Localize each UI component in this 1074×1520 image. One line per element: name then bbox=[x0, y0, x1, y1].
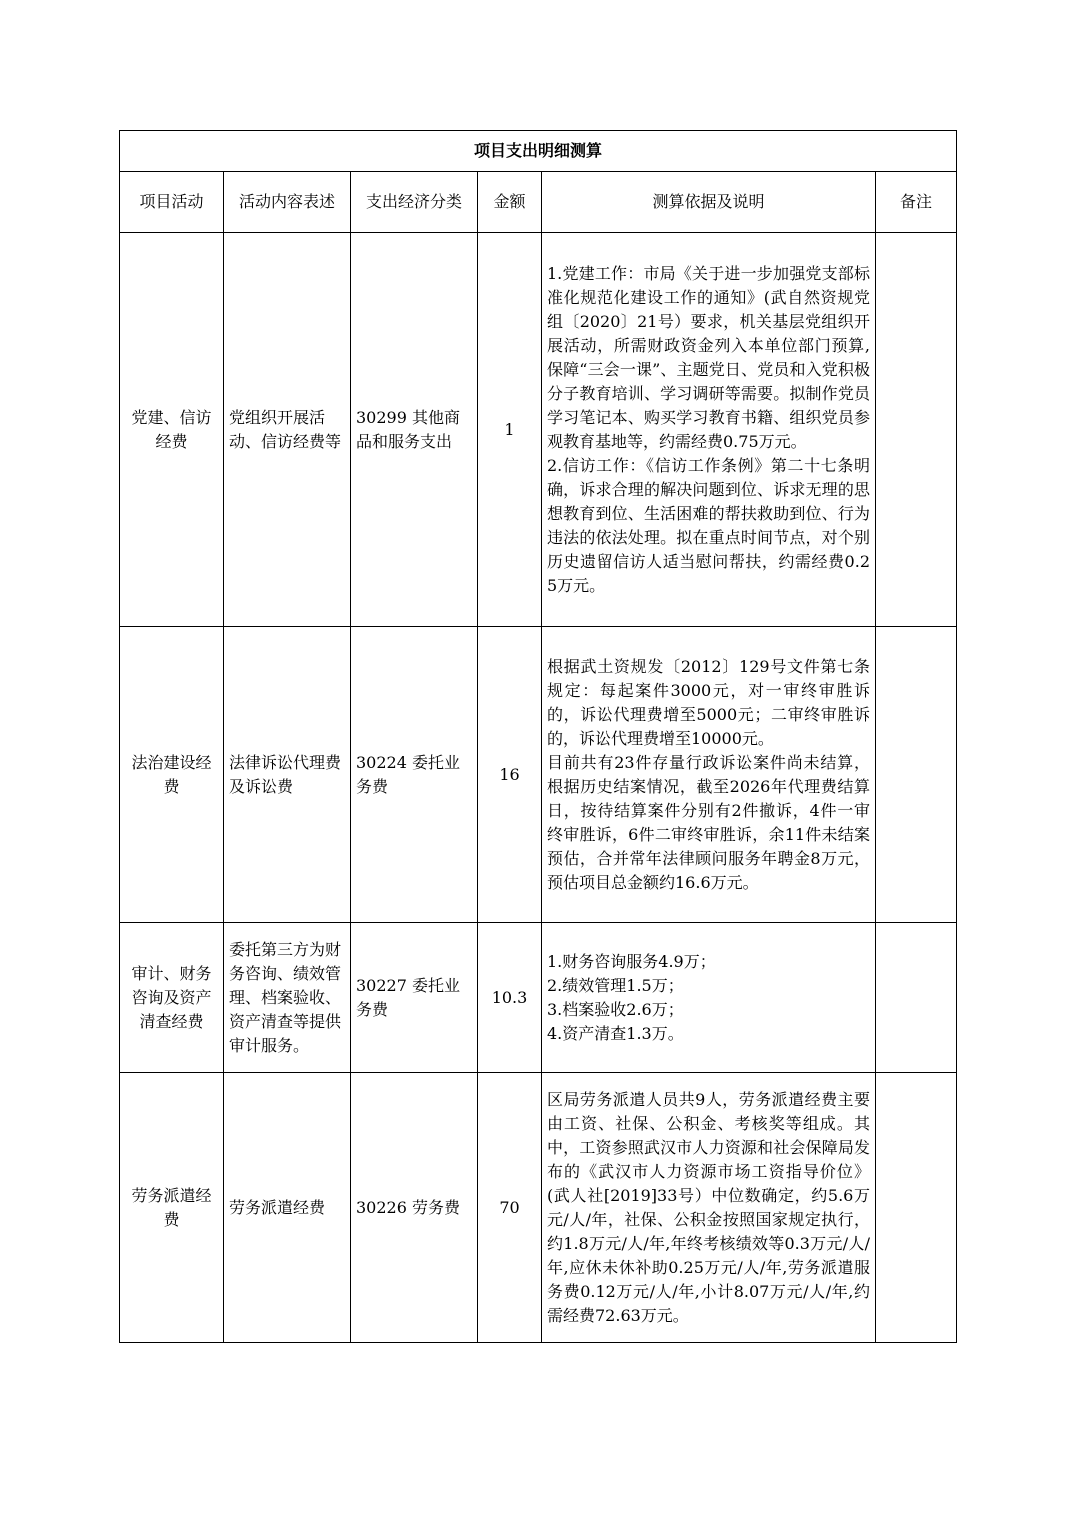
cell-note bbox=[876, 233, 957, 627]
table-row bbox=[120, 627, 957, 923]
cell-content: 党组织开展活动、信访经费等 bbox=[224, 233, 351, 627]
cell-amount: 16 bbox=[478, 627, 542, 923]
header-row bbox=[120, 172, 957, 233]
basis-paragraph: 2.信访工作：《信访工作条例》第二十七条明确，诉求合理的解决问题到位、诉求无理的思想教育到位、生活困难的帮扶救助到位、行为违法的依法处理。拟在重点时间节点，对个别历史遗留信访人适当慰问帮扶，约需经费0.25万元。 bbox=[547, 455, 870, 595]
cell-category: 30224 委托业务费 bbox=[351, 627, 478, 923]
basis-paragraph: 根据武土资规发〔2012〕129号文件第七条规定：每起案件3000元，对一审终审胜诉的，诉讼代理费增至5000元；二审终审胜诉的，诉讼代理费增至10000元。 bbox=[547, 656, 870, 748]
basis-paragraph: 1.财务咨询服务4.9万； bbox=[547, 951, 716, 971]
basis-paragraph: 3.档案验收2.6万； bbox=[547, 999, 684, 1019]
cell-amount: 1 bbox=[478, 233, 542, 627]
table-title: 项目支出明细测算 bbox=[120, 131, 957, 172]
cell-basis bbox=[542, 923, 876, 1073]
table-row bbox=[120, 923, 957, 1073]
cell-note bbox=[876, 1073, 957, 1343]
basis-paragraph: 4.资产清查1.3万。 bbox=[547, 1023, 684, 1043]
cell-note bbox=[876, 627, 957, 923]
cell-activity: 法治建设经费 bbox=[120, 627, 224, 923]
cell-basis bbox=[542, 1073, 876, 1343]
header-basis: 测算依据及说明 bbox=[542, 172, 876, 233]
cell-content: 法律诉讼代理费及诉讼费 bbox=[224, 627, 351, 923]
cell-activity: 劳务派遣经费 bbox=[120, 1073, 224, 1343]
basis-paragraph: 区局劳务派遣人员共9人，劳务派遣经费主要由工资、社保、公积金、考核奖等组成。其中，工资参照武汉市人力资源和社会保障局发布的《武汉市人力资源市场工资指导价位》(武人社[2019]33号）中位数确定，约5.6万元/人/年，社保、公积金按照国家规定执行，约1.8万元/人/年,年终考核绩效等0.3万元/人/年,应休未休补助0.25万元/人/年,劳务派遣服务费0.12万元/人/年,小计8.07万元/人/年,约需经费72.63万元。 bbox=[547, 1089, 870, 1325]
header-amount: 金额 bbox=[478, 172, 542, 233]
header-note: 备注 bbox=[876, 172, 957, 233]
cell-category: 30299 其他商品和服务支出 bbox=[351, 233, 478, 627]
cell-basis bbox=[542, 233, 876, 627]
table-row bbox=[120, 1073, 957, 1343]
cell-activity: 党建、信访经费 bbox=[120, 233, 224, 627]
cell-amount: 70 bbox=[478, 1073, 542, 1343]
cell-content: 委托第三方为财务咨询、绩效管理、档案验收、资产清查等提供审计服务。 bbox=[224, 923, 351, 1073]
basis-paragraph: 1.党建工作：市局《关于进一步加强党支部标准化规范化建设工作的通知》(武自然资规党组〔2020〕21号）要求，机关基层党组织开展活动，所需财政资金列入本单位部门预算,保障“三会一课”、主题党日、党员和入党积极分子教育培训、学习调研等需要。拟制作党员学习笔记本、购买学习教育书籍、组织党员参观教育基地等，约需经费0.75万元。 bbox=[547, 263, 870, 451]
cell-activity: 审计、财务咨询及资产清查经费 bbox=[120, 923, 224, 1073]
cell-category: 30227 委托业务费 bbox=[351, 923, 478, 1073]
header-category: 支出经济分类 bbox=[351, 172, 478, 233]
title-row bbox=[120, 131, 957, 172]
basis-paragraph: 目前共有23件存量行政诉讼案件尚未结算，根据历史结案情况，截至2026年代理费结算日，按待结算案件分别有2件撤诉，4件一审终审胜诉，6件二审终审胜诉，余11件未结案预估，合并常年法律顾问服务年聘金8万元，预估项目总金额约16.6万元。 bbox=[547, 752, 870, 892]
cell-content: 劳务派遣经费 bbox=[224, 1073, 351, 1343]
table-row bbox=[120, 233, 957, 627]
cell-note bbox=[876, 923, 957, 1073]
expenditure-table bbox=[119, 130, 957, 1343]
cell-amount: 10.3 bbox=[478, 923, 542, 1073]
header-activity: 项目活动 bbox=[120, 172, 224, 233]
basis-paragraph: 2.绩效管理1.5万； bbox=[547, 975, 684, 995]
cell-category: 30226 劳务费 bbox=[351, 1073, 478, 1343]
cell-basis bbox=[542, 627, 876, 923]
header-content: 活动内容表述 bbox=[224, 172, 351, 233]
expenditure-sheet bbox=[119, 130, 956, 1343]
